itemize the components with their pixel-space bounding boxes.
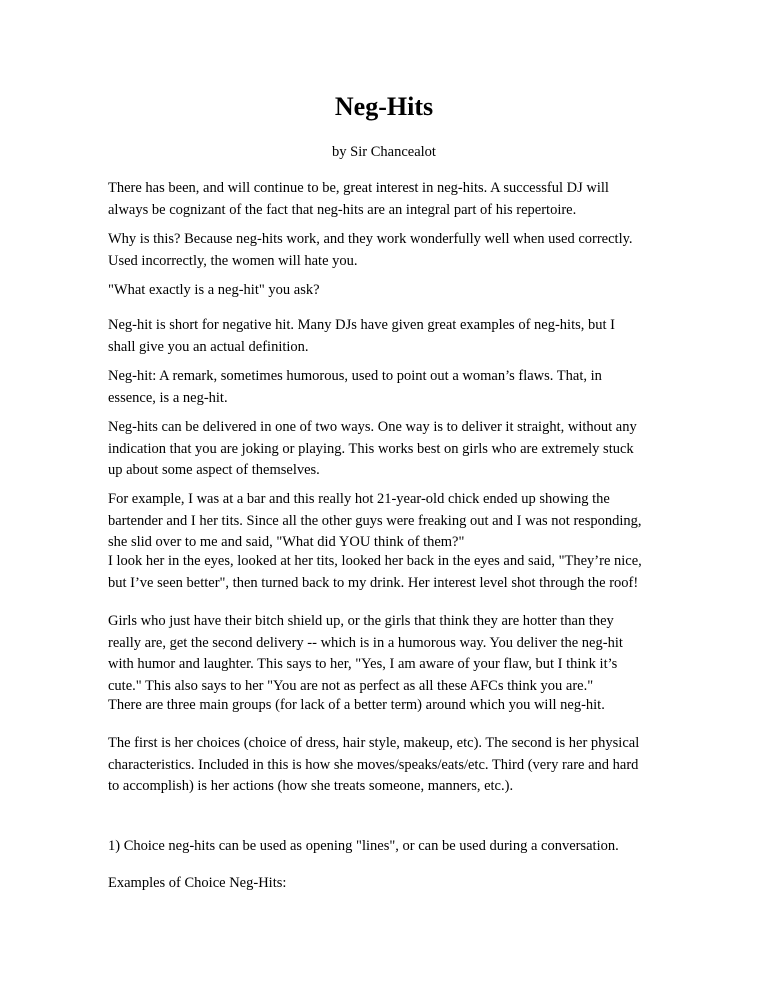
document-title: Neg-Hits [334, 92, 434, 121]
document-byline: by Sir Chancealot [332, 144, 436, 160]
text-line: For example, I was at a bar and this really hot 21-year-old chick ended up showing the [108, 491, 610, 507]
text-line: Neg-hit: A remark, sometimes humorous, used to point out a woman’s flaws. That, in [108, 368, 602, 384]
paragraph-9 [108, 611, 664, 697]
text-line: cute." This also says to her "You are not as perfect as all these AFCs think you are." [108, 677, 594, 694]
text-line: Used incorrectly, the women will hate you. [108, 252, 358, 269]
text-line: up about some aspect of themselves. [108, 462, 320, 478]
text-line: shall give you an actual definition. [108, 338, 309, 355]
text-line: Girls who just have their bitch shield up, or the girls that think they are hotter than they [108, 613, 614, 629]
text-line: bartender and I her tits. Since all the other guys were freaking out and I was not responding, [108, 512, 642, 529]
paragraph-10 [108, 695, 664, 717]
text-line: but I’ve seen better", then turned back to my drink. Her interest level shot through the roof! [108, 574, 639, 591]
paragraph-12 [108, 836, 664, 858]
text-line: characteristics. Included in this is how she moves/speaks/eats/etc. Third (very rare and hard [108, 756, 639, 773]
paragraph-5 [108, 366, 664, 409]
text-line: essence, is a neg-hit. [108, 389, 228, 406]
paragraph-11 [108, 733, 664, 798]
text-line: There are three main groups (for lack of a better term) around which you will neg-hit. [108, 697, 605, 713]
text-line: Neg-hit is short for negative hit. Many DJs have given great examples of neg-hits, but I [108, 317, 615, 333]
text-line: indication that you are joking or playing. This works best on girls who are extremely stuck [108, 440, 634, 457]
text-line: to accomplish) is her actions (how she treats someone, manners, etc.). [108, 778, 514, 794]
paragraph-1 [108, 178, 664, 221]
paragraph-13 [108, 873, 664, 895]
text-line: with humor and laughter. This says to her, "Yes, I am aware of your flaw, but I think it’s [108, 656, 618, 672]
text-line: The first is her choices (choice of dress, hair style, makeup, etc). The second is her physical [108, 735, 640, 751]
text-line: she slid over to me and said, "What did YOU think of them?" [108, 534, 465, 550]
paragraph-8 [108, 551, 664, 594]
text-line: 1) Choice neg-hits can be used as opening "lines", or can be used during a conversation. [108, 838, 619, 854]
text-line: I look her in the eyes, looked at her tits, looked her back in the eyes and said, "They’re nice, [108, 553, 642, 569]
text-line: really are, get the second delivery -- which is in a humorous way. You deliver the neg-hit [108, 634, 623, 651]
text-line: "What exactly is a neg-hit" you ask? [108, 282, 320, 298]
paragraph-7 [108, 489, 664, 554]
paragraph-3 [108, 280, 664, 302]
paragraph-6 [108, 417, 664, 482]
paragraph-2 [108, 229, 664, 272]
text-line: There has been, and will continue to be, great interest in neg-hits. A successful DJ will [108, 180, 609, 196]
paragraph-4 [108, 315, 664, 358]
text-line: always be cognizant of the fact that neg-hits are an integral part of his repertoire. [108, 201, 577, 218]
text-line: Examples of Choice Neg-Hits: [108, 875, 287, 891]
text-line: Neg-hits can be delivered in one of two ways. One way is to deliver it straight, without any [108, 419, 637, 435]
text-line: Why is this? Because neg-hits work, and they work wonderfully well when used correctly. [108, 231, 633, 247]
